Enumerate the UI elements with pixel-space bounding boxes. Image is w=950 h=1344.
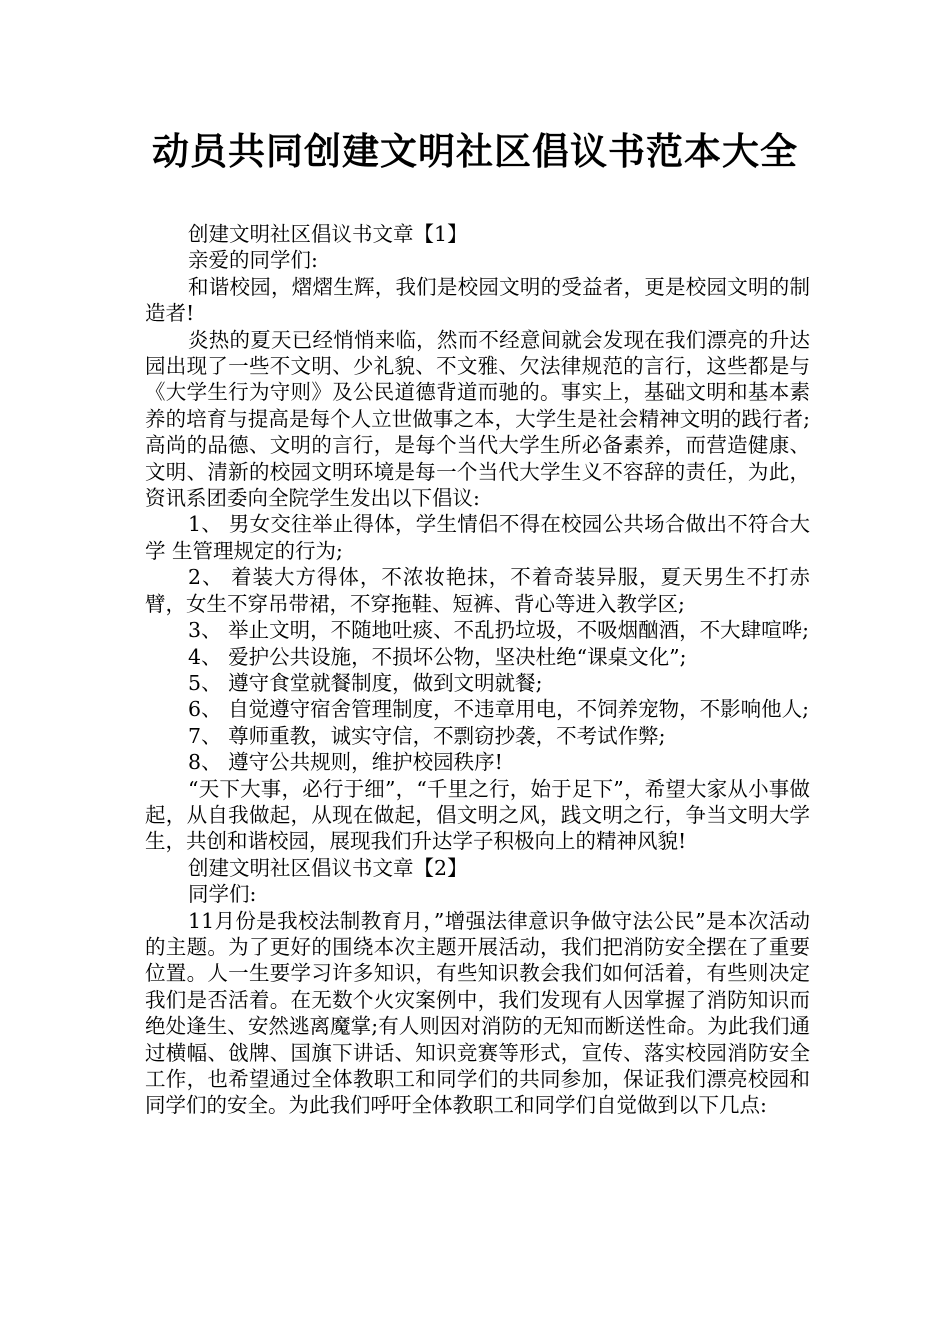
list-item: 2、 着装大方得体，不浓妆艳抹，不着奇装异服，夏天男生不打赤臂，女生不穿吊带裙，不穿拖鞋、短裤、背心等进入教学区; [145, 565, 810, 616]
section-heading-1: 创建文明社区倡议书文章【1】 [188, 222, 468, 246]
list-item: 7、 尊师重教，诚实守信，不剽窃抄袭，不考试作弊; [188, 723, 666, 748]
salutation: 同学们: [188, 882, 257, 907]
paragraph: 炎热的夏天已经悄悄来临，然而不经意间就会发现在我们漂亮的升达园出现了一些不文明、少礼貌、不文雅、欠法律规范的言行，这些都是与《大学生行为守则》及公民道德背道而驰的。事实上，基础文明和基本素养的培育与提高是每个人立世做事之本，大学生是社会精神文明的践行者;高尚的品德、文明的言行，是每个当代大学生所必备素养，而营造健康、文明、清新的校园文明环境是每一个当代大学生义不容辞的责任，为此，资讯系团委向全院学生发出以下倡议: [145, 327, 810, 511]
salutation: 亲爱的同学们: [188, 248, 318, 273]
list-item: 5、 遵守食堂就餐制度，做到文明就餐; [188, 670, 543, 695]
list-item: 6、 自觉遵守宿舍管理制度，不违章用电，不饲养宠物，不影响他人; [188, 697, 810, 722]
section-heading-2: 创建文明社区倡议书文章【2】 [188, 855, 468, 880]
list-item: 4、 爱护公共设施，不损坏公物，坚决杜绝“课桌文化”; [188, 644, 687, 669]
paragraph: 和谐校园，熠熠生辉，我们是校园文明的受益者，更是校园文明的制造者! [145, 274, 810, 326]
paragraph: 11月份是我校法制教育月，”增强法律意识争做守法公民”是本次活动的主题。为了更好的围绕本次主题开展活动，我们把消防安全摆在了重要位置。人一生要学习许多知识，有些知识教会我们如何活着，有些则决定我们是否活着。在无数个火灾案例中，我们发现有人因掌握了消防知识而绝处逢生、安然逃离魔掌;有人则因对消防的无知而断送性命。为此我们通过横幅、戗牌、国旗下讲话、知识竞赛等形式，宣传、落实校园消防安全工作，也希望通过全体教职工和同学们的共同参加，保证我们漂亮校园和同学们的安全。为此我们呼吁全体教职工和同学们自觉做到以下几点: [145, 908, 810, 1118]
paragraph: “天下大事，必行于细”，“千里之行，始于足下”，希望大家从小事做起，从自我做起，从现在做起，倡文明之风，践文明之行，争当文明大学生，共创和谐校园，展现我们升达学子积极向上的精神风貌! [145, 776, 810, 854]
list-item: 1、 男女交往举止得体，学生情侣不得在校园公共场合做出不符合大学 生管理规定的行为; [145, 512, 810, 563]
document-body [145, 221, 810, 1119]
document-title: 动员共同创建文明社区倡议书范本大全 [152, 130, 798, 173]
list-item: 8、 遵守公共规则，维护校园秩序! [188, 750, 503, 775]
list-item: 3、 举止文明，不随地吐痰、不乱扔垃圾，不吸烟酗酒，不大肆喧哗; [188, 618, 810, 643]
